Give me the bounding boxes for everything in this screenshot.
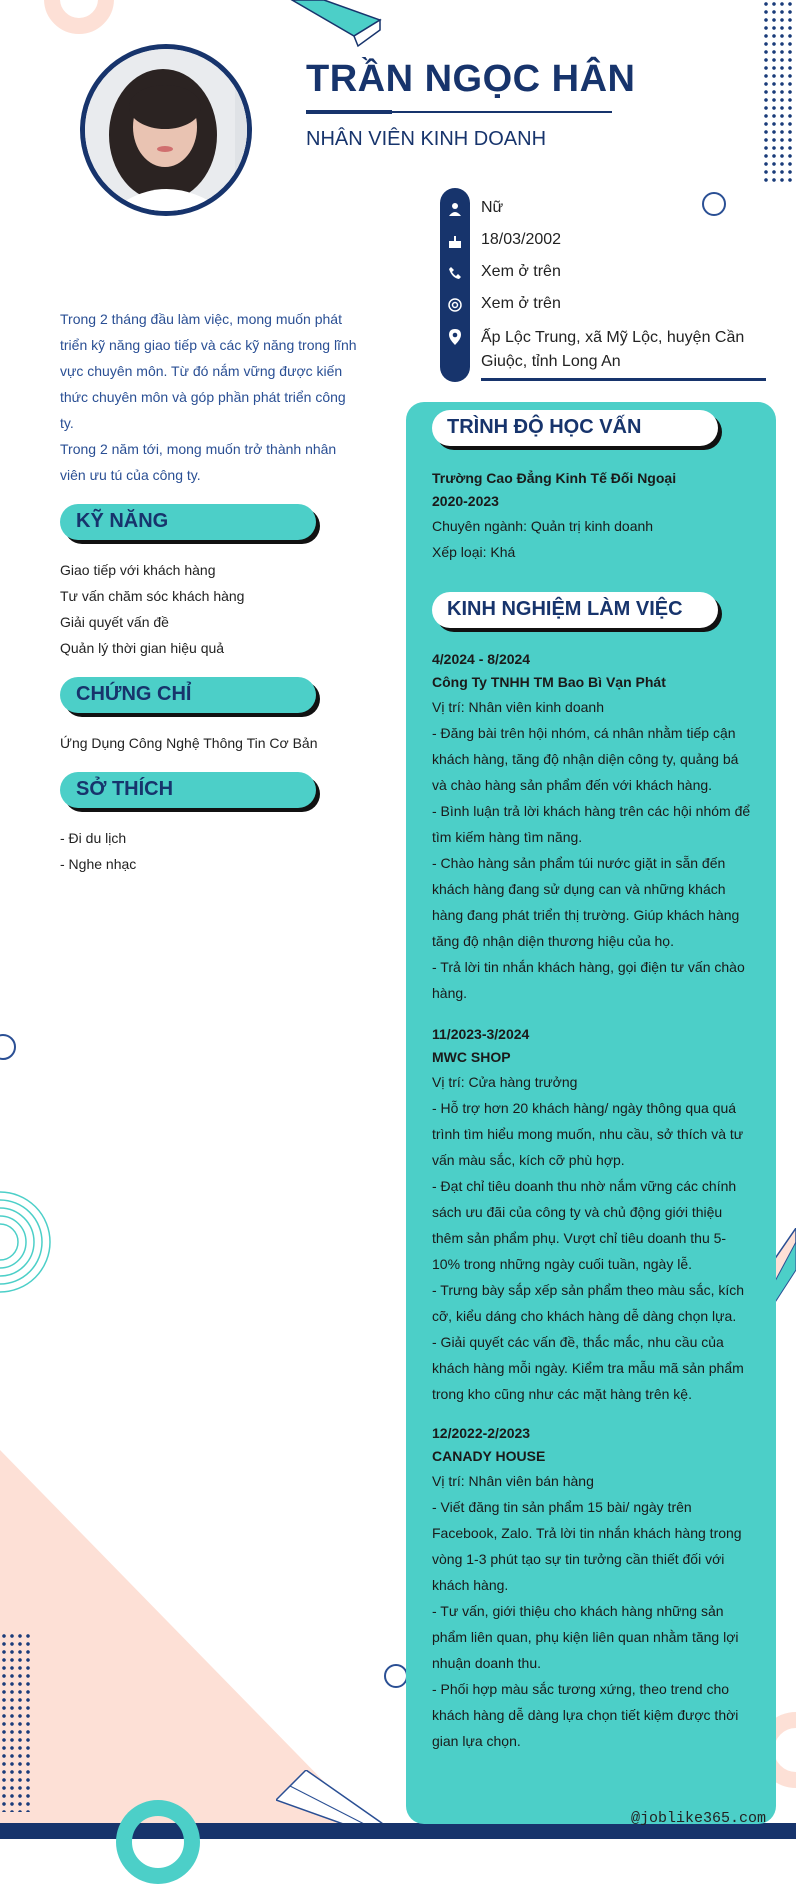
- job-company: MWC SHOP: [432, 1049, 511, 1065]
- job-duty: - Hỗ trợ hơn 20 khách hàng/ ngày thông qua quá trình tìm hiểu mong muốn, nhu cầu, sở thích và tư vấn màu sắc, kích cỡ phù hợp.: [432, 1100, 744, 1168]
- job-entry: [432, 648, 754, 1006]
- email-icon: [444, 294, 466, 316]
- job-duty: - Viết đăng tin sản phẩm 15 bài/ ngày trên Facebook, Zalo. Trả lời tin nhắn khách hàng trong vòng 1-3 phút tạo sự tin tưởng cần thiết đối với khách hàng.: [432, 1499, 742, 1593]
- skills-list: [60, 557, 244, 661]
- name-underline-accent: [306, 110, 392, 114]
- avatar-photo: [85, 49, 247, 211]
- contact-birthdate: 18/03/2002: [481, 231, 562, 248]
- school-years: 2020-2023: [432, 493, 499, 509]
- decor-prism-top: [284, 0, 384, 48]
- contact-phone: Xem ở trên: [481, 263, 561, 280]
- decor-prism-bottom: [276, 1770, 386, 1830]
- contact-underline: [481, 378, 766, 381]
- decor-circle-outline: [702, 192, 726, 216]
- career-objective: [60, 306, 360, 488]
- location-pin-icon: [444, 326, 466, 348]
- job-period: 11/2023-3/2024: [432, 1026, 530, 1042]
- candidate-name: TRẦN NGỌC HÂN: [306, 58, 636, 100]
- job-duty: - Chào hàng sản phẩm túi nước giặt in sẵn đến khách hàng đang sử dụng can và những khách hàng đang phát triển thị trường. Giúp khách hàng tăng độ nhận diện thương hiệu của họ.: [432, 855, 740, 949]
- decor-teal-half-circle: [116, 1800, 200, 1884]
- decor-concentric-arcs: [0, 1172, 60, 1312]
- hobbies-heading: SỞ THÍCH: [60, 772, 316, 808]
- school-name: Trường Cao Đẳng Kinh Tế Đối Ngoại: [432, 470, 677, 486]
- watermark: @joblike365.com: [630, 1810, 766, 1827]
- decor-circle-outline: [0, 1034, 16, 1060]
- job-entry: [432, 1023, 754, 1407]
- hobbies-list: [60, 825, 136, 877]
- job-duty: - Trả lời tin nhắn khách hàng, gọi điện tư vấn chào hàng.: [432, 959, 745, 1001]
- school-rank: Xếp loại: Khá: [432, 544, 516, 560]
- job-position: Vị trí: Nhân viên bán hàng: [432, 1473, 594, 1489]
- job-duty: - Giải quyết các vấn đề, thắc mắc, nhu cầu của khách hàng mỗi ngày. Kiểm tra mẫu mã sản phẩm trong kho cũng như các mặt hàng trên kệ.: [432, 1334, 744, 1402]
- decor-dots-bottom-left: [0, 1632, 34, 1812]
- job-duty: - Phối hợp màu sắc tương xứng, theo trend cho khách hàng dễ dàng lựa chọn tiết kiệm được thời gian lựa chọn.: [432, 1681, 739, 1749]
- objective-long-term: Trong 2 năm tới, mong muốn trở thành nhân viên ưu tú của công ty.: [60, 441, 337, 483]
- job-company: Công Ty TNHH TM Bao Bì Vạn Phát: [432, 674, 666, 690]
- avatar: [80, 44, 252, 216]
- objective-short-term: Trong 2 tháng đầu làm việc, mong muốn phát triển kỹ năng giao tiếp và các kỹ năng trong lĩnh vực chuyên môn. Từ đó nắm vững được kiến thức chuyên môn và góp phần phát triển công ty.: [60, 311, 357, 431]
- job-company: CANADY HOUSE: [432, 1448, 546, 1464]
- contact-email: Xem ở trên: [481, 295, 561, 312]
- job-duty: - Bình luận trả lời khách hàng trên các hội nhóm để tìm kiếm hàng tìm năng.: [432, 803, 751, 845]
- decor-dots-top-right: [762, 0, 796, 184]
- job-position: Vị trí: Cửa hàng trưởng: [432, 1074, 578, 1090]
- list-item: - Nghe nhạc: [60, 856, 137, 872]
- job-duty: - Đăng bài trên hội nhóm, cá nhân nhằm tiếp cận khách hàng, tăng độ nhận diện công ty, quảng bá và chào hàng sản phẩm đến với khách hàng.: [432, 725, 739, 793]
- skills-heading: KỸ NĂNG: [60, 504, 316, 540]
- job-entry: [432, 1422, 754, 1754]
- certificates-list: [60, 730, 317, 756]
- job-period: 12/2022-2/2023: [432, 1425, 531, 1441]
- contact-address: Ấp Lộc Trung, xã Mỹ Lộc, huyện Cần Giuộc, tỉnh Long An: [481, 329, 745, 370]
- cake-icon: [444, 230, 466, 252]
- list-item: Ứng Dụng Công Nghệ Thông Tin Cơ Bản: [60, 735, 318, 751]
- job-period: 4/2024 - 8/2024: [432, 651, 531, 667]
- job-position: Vị trí: Nhân viên kinh doanh: [432, 699, 604, 715]
- certificates-heading: CHỨNG CHỈ: [60, 677, 316, 713]
- school-major: Chuyên ngành: Quản trị kinh doanh: [432, 518, 654, 534]
- decor-circle-outline: [384, 1664, 408, 1688]
- job-duty: - Đạt chỉ tiêu doanh thu nhờ nắm vững các chính sách ưu đãi của công ty và chủ động giới thiệu thêm sản phẩm phụ. Vượt chỉ tiêu doanh thu 5-10% trong những ngày cuối tuần, ngày lễ.: [432, 1178, 737, 1272]
- education-heading: TRÌNH ĐỘ HỌC VẤN: [432, 410, 718, 446]
- job-title: NHÂN VIÊN KINH DOANH: [306, 128, 547, 150]
- list-item: Quản lý thời gian hiệu quả: [60, 640, 225, 656]
- job-duty: - Tư vấn, giới thiệu cho khách hàng những sản phẩm liên quan, phụ kiện liên quan nhằm tăng lợi nhuận doanh thu.: [432, 1603, 739, 1671]
- contact-gender: Nữ: [481, 199, 504, 216]
- decor-pink-circle-top: [44, 0, 114, 34]
- person-icon: [444, 198, 466, 220]
- phone-icon: [444, 262, 466, 284]
- list-item: - Đi du lịch: [60, 830, 127, 846]
- list-item: Giao tiếp với khách hàng: [60, 562, 216, 578]
- experience-heading: KINH NGHIỆM LÀM VIỆC: [432, 592, 718, 628]
- job-duty: - Trưng bày sắp xếp sản phẩm theo màu sắc, kích cỡ, kiểu dáng cho khách hàng dễ dàng chọn lựa.: [432, 1282, 745, 1324]
- education-block: [432, 467, 754, 565]
- list-item: Tư vấn chăm sóc khách hàng: [60, 588, 245, 604]
- list-item: Giải quyết vấn đề: [60, 614, 169, 630]
